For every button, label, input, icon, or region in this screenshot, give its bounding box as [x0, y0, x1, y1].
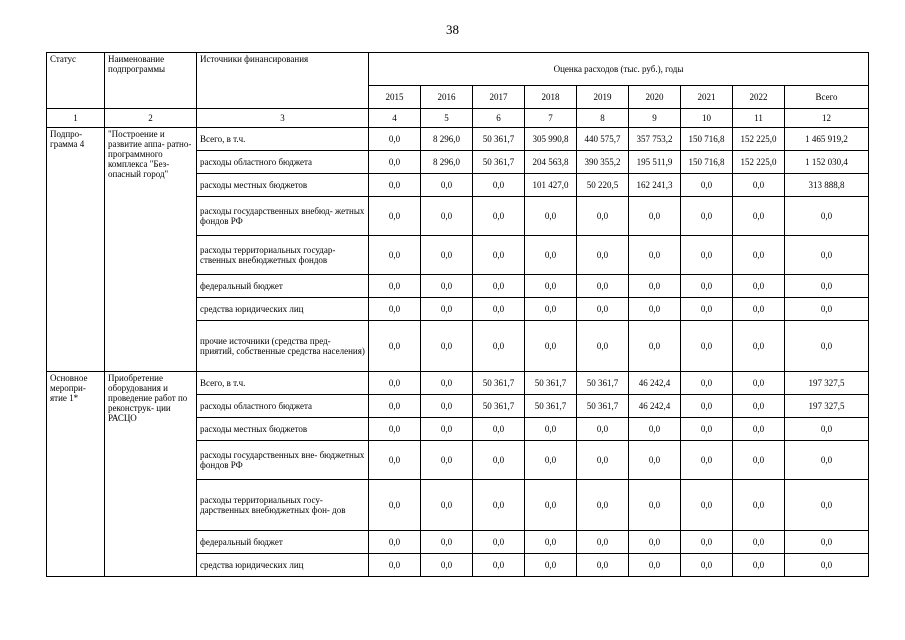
- column-number: 3: [197, 109, 369, 128]
- value-cell: 0,0: [681, 418, 733, 441]
- funding-source-cell: расходы областного бюджета: [197, 395, 369, 418]
- total-value-cell: 0,0: [785, 321, 869, 372]
- value-cell: 0,0: [421, 236, 473, 275]
- value-cell: 50 220,5: [577, 174, 629, 197]
- year-header: 2016: [421, 86, 473, 109]
- total-value-cell: 0,0: [785, 275, 869, 298]
- table-row: [47, 128, 869, 151]
- column-number: 2: [105, 109, 197, 128]
- value-cell: 0,0: [577, 554, 629, 577]
- year-header: 2015: [369, 86, 421, 109]
- value-cell: 0,0: [421, 372, 473, 395]
- value-cell: 46 242,4: [629, 372, 681, 395]
- value-cell: 0,0: [681, 275, 733, 298]
- funding-source-cell: прочие источники (средства пред- приятий, собственные средства населения): [197, 321, 369, 372]
- value-cell: 50 361,7: [473, 128, 525, 151]
- value-cell: 0,0: [577, 418, 629, 441]
- year-header: 2021: [681, 86, 733, 109]
- value-cell: 0,0: [681, 321, 733, 372]
- value-cell: 50 361,7: [473, 151, 525, 174]
- total-value-cell: 1 465 919,2: [785, 128, 869, 151]
- value-cell: 0,0: [681, 174, 733, 197]
- value-cell: 0,0: [525, 236, 577, 275]
- value-cell: 101 427,0: [525, 174, 577, 197]
- header-name: Наименование подпрограммы: [105, 53, 197, 109]
- funding-source-cell: Всего, в т.ч.: [197, 128, 369, 151]
- value-cell: 0,0: [421, 321, 473, 372]
- value-cell: 0,0: [473, 554, 525, 577]
- value-cell: 0,0: [525, 480, 577, 531]
- value-cell: 0,0: [629, 298, 681, 321]
- page-number: 38: [446, 22, 459, 37]
- value-cell: 50 361,7: [525, 372, 577, 395]
- value-cell: 0,0: [369, 441, 421, 480]
- column-number-row: [47, 109, 869, 128]
- value-cell: 162 241,3: [629, 174, 681, 197]
- column-number: 11: [733, 109, 785, 128]
- year-header: 2020: [629, 86, 681, 109]
- value-cell: 0,0: [421, 197, 473, 236]
- value-cell: 440 575,7: [577, 128, 629, 151]
- funding-source-cell: расходы территориальных государ- ственных внебюджетных фондов: [197, 236, 369, 275]
- value-cell: 0,0: [525, 418, 577, 441]
- value-cell: 0,0: [421, 441, 473, 480]
- value-cell: 0,0: [473, 298, 525, 321]
- value-cell: 8 296,0: [421, 128, 473, 151]
- value-cell: 0,0: [681, 441, 733, 480]
- total-value-cell: 0,0: [785, 441, 869, 480]
- value-cell: 0,0: [681, 531, 733, 554]
- budget-table: [46, 52, 869, 577]
- value-cell: 0,0: [369, 531, 421, 554]
- funding-source-cell: расходы областного бюджета: [197, 151, 369, 174]
- header-sources: Источники финансирования: [197, 53, 369, 109]
- status-cell: Основное меропри- ятие 1*: [47, 372, 105, 577]
- value-cell: 0,0: [369, 418, 421, 441]
- value-cell: 390 355,2: [577, 151, 629, 174]
- column-number: 8: [577, 109, 629, 128]
- value-cell: 0,0: [525, 554, 577, 577]
- column-number: 1: [47, 109, 105, 128]
- value-cell: 46 242,4: [629, 395, 681, 418]
- column-number: 12: [785, 109, 869, 128]
- funding-source-cell: расходы местных бюджетов: [197, 418, 369, 441]
- value-cell: 0,0: [473, 480, 525, 531]
- funding-source-cell: Всего, в т.ч.: [197, 372, 369, 395]
- value-cell: 0,0: [733, 275, 785, 298]
- value-cell: 0,0: [369, 128, 421, 151]
- value-cell: 195 511,9: [629, 151, 681, 174]
- value-cell: 0,0: [629, 236, 681, 275]
- value-cell: 0,0: [473, 531, 525, 554]
- funding-source-cell: расходы государственных внебюд- жетных фондов РФ: [197, 197, 369, 236]
- funding-source-cell: средства юридических лиц: [197, 298, 369, 321]
- value-cell: 150 716,8: [681, 128, 733, 151]
- value-cell: 0,0: [369, 298, 421, 321]
- value-cell: 0,0: [369, 372, 421, 395]
- value-cell: 152 225,0: [733, 151, 785, 174]
- column-number: 10: [681, 109, 733, 128]
- value-cell: 0,0: [629, 531, 681, 554]
- value-cell: 0,0: [525, 298, 577, 321]
- value-cell: 8 296,0: [421, 151, 473, 174]
- value-cell: 0,0: [629, 321, 681, 372]
- value-cell: 305 990,8: [525, 128, 577, 151]
- total-value-cell: 0,0: [785, 197, 869, 236]
- total-value-cell: 0,0: [785, 531, 869, 554]
- value-cell: 0,0: [733, 372, 785, 395]
- column-number: 6: [473, 109, 525, 128]
- total-value-cell: 0,0: [785, 418, 869, 441]
- value-cell: 0,0: [525, 197, 577, 236]
- subprogram-name-cell: "Построение и развитие аппа- ратно- программного комплекса "Без- опасный город": [105, 128, 197, 372]
- value-cell: 204 563,8: [525, 151, 577, 174]
- value-cell: 0,0: [733, 531, 785, 554]
- value-cell: 0,0: [369, 554, 421, 577]
- value-cell: 0,0: [473, 441, 525, 480]
- value-cell: 0,0: [733, 174, 785, 197]
- value-cell: 357 753,2: [629, 128, 681, 151]
- total-value-cell: 0,0: [785, 236, 869, 275]
- value-cell: 0,0: [629, 554, 681, 577]
- value-cell: 0,0: [629, 441, 681, 480]
- value-cell: 50 361,7: [525, 395, 577, 418]
- value-cell: 0,0: [733, 298, 785, 321]
- value-cell: 150 716,8: [681, 151, 733, 174]
- total-value-cell: 1 152 030,4: [785, 151, 869, 174]
- column-number: 9: [629, 109, 681, 128]
- value-cell: 0,0: [369, 174, 421, 197]
- value-cell: 0,0: [577, 531, 629, 554]
- value-cell: 0,0: [577, 275, 629, 298]
- value-cell: 50 361,7: [473, 395, 525, 418]
- year-header: 2018: [525, 86, 577, 109]
- total-header: Всего: [785, 86, 869, 109]
- value-cell: 0,0: [421, 275, 473, 298]
- funding-source-cell: расходы местных бюджетов: [197, 174, 369, 197]
- value-cell: 0,0: [681, 395, 733, 418]
- funding-source-cell: расходы государственных вне- бюджетных фондов РФ: [197, 441, 369, 480]
- value-cell: 0,0: [525, 275, 577, 298]
- funding-source-cell: средства юридических лиц: [197, 554, 369, 577]
- status-cell: Подпро- грамма 4: [47, 128, 105, 372]
- value-cell: 0,0: [733, 441, 785, 480]
- value-cell: 0,0: [733, 554, 785, 577]
- value-cell: 0,0: [577, 480, 629, 531]
- value-cell: 0,0: [577, 441, 629, 480]
- value-cell: 0,0: [473, 275, 525, 298]
- value-cell: 0,0: [421, 554, 473, 577]
- value-cell: 0,0: [733, 418, 785, 441]
- value-cell: 0,0: [421, 480, 473, 531]
- value-cell: 0,0: [525, 441, 577, 480]
- header-status: Статус: [47, 53, 105, 109]
- total-value-cell: 197 327,5: [785, 372, 869, 395]
- total-value-cell: 0,0: [785, 554, 869, 577]
- value-cell: 0,0: [369, 275, 421, 298]
- value-cell: 0,0: [733, 395, 785, 418]
- value-cell: 0,0: [577, 298, 629, 321]
- value-cell: 0,0: [577, 236, 629, 275]
- total-value-cell: 197 327,5: [785, 395, 869, 418]
- year-header: 2019: [577, 86, 629, 109]
- column-number: 5: [421, 109, 473, 128]
- value-cell: 0,0: [369, 197, 421, 236]
- value-cell: 152 225,0: [733, 128, 785, 151]
- value-cell: 0,0: [369, 321, 421, 372]
- value-cell: 0,0: [473, 174, 525, 197]
- value-cell: 0,0: [369, 395, 421, 418]
- value-cell: 0,0: [369, 480, 421, 531]
- value-cell: 0,0: [369, 236, 421, 275]
- header-row: [47, 53, 869, 86]
- value-cell: 0,0: [681, 236, 733, 275]
- value-cell: 0,0: [525, 321, 577, 372]
- value-cell: 0,0: [369, 151, 421, 174]
- value-cell: 0,0: [473, 236, 525, 275]
- column-number: 4: [369, 109, 421, 128]
- value-cell: 0,0: [733, 236, 785, 275]
- table-row: [47, 372, 869, 395]
- value-cell: 0,0: [473, 418, 525, 441]
- year-header: 2022: [733, 86, 785, 109]
- funding-source-cell: федеральный бюджет: [197, 531, 369, 554]
- value-cell: 0,0: [733, 321, 785, 372]
- value-cell: 50 361,7: [577, 395, 629, 418]
- year-header: 2017: [473, 86, 525, 109]
- value-cell: 50 361,7: [473, 372, 525, 395]
- value-cell: 0,0: [473, 321, 525, 372]
- column-number: 7: [525, 109, 577, 128]
- table-body: [47, 128, 869, 577]
- value-cell: 0,0: [421, 395, 473, 418]
- value-cell: 0,0: [629, 197, 681, 236]
- value-cell: 0,0: [629, 418, 681, 441]
- value-cell: 0,0: [421, 531, 473, 554]
- value-cell: 0,0: [421, 298, 473, 321]
- funding-source-cell: расходы территориальных госу- дарственных внебюджетных фон- дов: [197, 480, 369, 531]
- value-cell: 0,0: [681, 554, 733, 577]
- subprogram-name-cell: Приобретение оборудования и проведение работ по реконструк- ции РАСЦО: [105, 372, 197, 577]
- value-cell: 0,0: [681, 372, 733, 395]
- value-cell: 0,0: [421, 418, 473, 441]
- value-cell: 0,0: [681, 298, 733, 321]
- funding-source-cell: федеральный бюджет: [197, 275, 369, 298]
- total-value-cell: 313 888,8: [785, 174, 869, 197]
- value-cell: 50 361,7: [577, 372, 629, 395]
- value-cell: 0,0: [733, 197, 785, 236]
- value-cell: 0,0: [629, 275, 681, 298]
- value-cell: 0,0: [681, 480, 733, 531]
- value-cell: 0,0: [525, 531, 577, 554]
- total-value-cell: 0,0: [785, 480, 869, 531]
- value-cell: 0,0: [629, 480, 681, 531]
- value-cell: 0,0: [577, 197, 629, 236]
- value-cell: 0,0: [473, 197, 525, 236]
- value-cell: 0,0: [421, 174, 473, 197]
- value-cell: 0,0: [733, 480, 785, 531]
- total-value-cell: 0,0: [785, 298, 869, 321]
- value-cell: 0,0: [577, 321, 629, 372]
- value-cell: 0,0: [681, 197, 733, 236]
- header-estimate: Оценка расходов (тыс. руб.), годы: [369, 53, 869, 86]
